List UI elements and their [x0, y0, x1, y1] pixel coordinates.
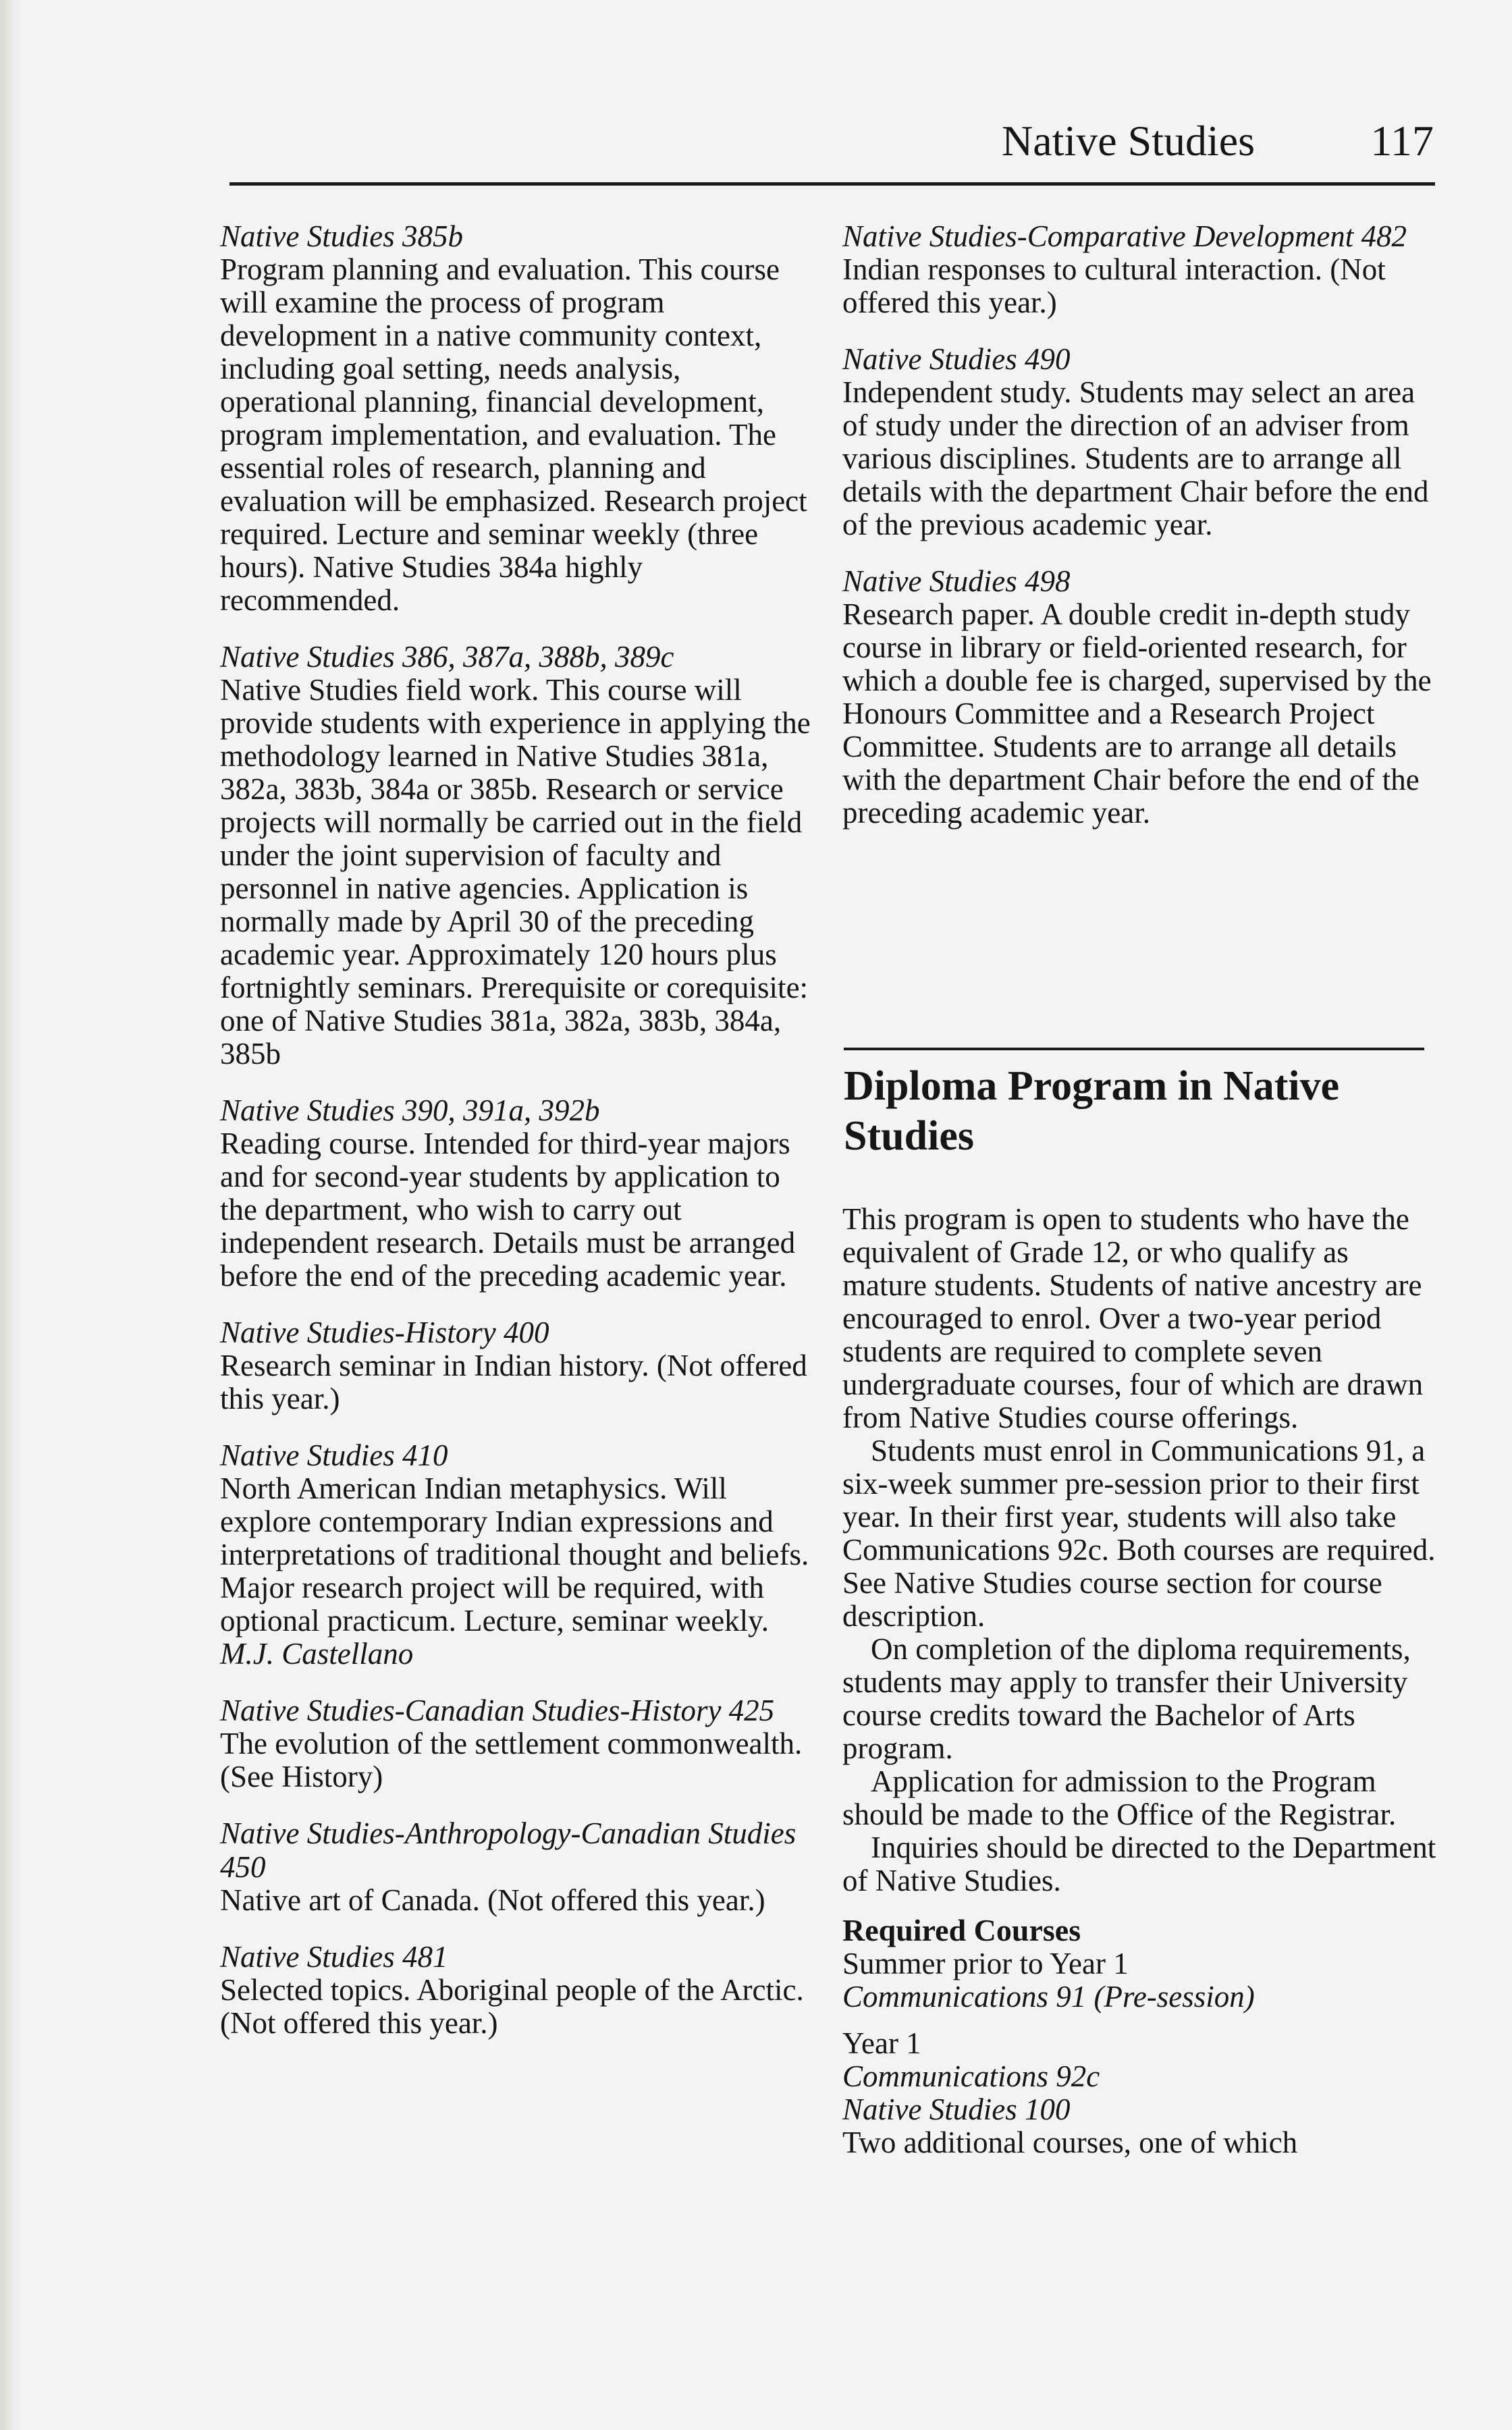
- section-title: Diploma Program in Native Studies: [844, 1063, 1340, 1159]
- course-entry: [220, 1940, 814, 2040]
- summer-course: Communications 91 (Pre-session): [842, 1980, 1255, 2014]
- left-column: [220, 219, 814, 2063]
- running-header-title: Native Studies: [1002, 117, 1256, 165]
- right-column: [842, 219, 1436, 853]
- course-description: Research paper. A double credit in-depth study course in library or field-oriented research, for which a double fee is charged, supervised by the Honours Committee and a Research Project Committee. Students are to arrange all details with the department Chair before the end of the preceding academic year.: [842, 597, 1432, 830]
- year1-course: Native Studies 100: [842, 2092, 1071, 2126]
- course-heading: Native Studies 498: [842, 564, 1071, 598]
- course-description: Selected topics. Aboriginal people of the Arctic. (Not offered this year.): [220, 1973, 804, 2040]
- course-heading: Native Studies 385b: [220, 219, 463, 253]
- course-entry: [842, 219, 1436, 319]
- header-rule: [230, 182, 1435, 186]
- course-entry: [220, 1316, 814, 1415]
- year1-label: Year 1: [842, 2026, 921, 2060]
- required-courses-heading: Required Courses: [842, 1913, 1081, 1947]
- course-description: Program planning and evaluation. This course will examine the process of program development in a native community context, including goal setting, needs analysis, operational planning, financial development, program implementation, and evaluation. The essential roles of research, planning and evaluation will be emphasized. Research project required. Lecture and seminar weekly (three hours). Native Studies 384a highly recommended.: [220, 252, 807, 617]
- course-description: Research seminar in Indian history. (Not offered this year.): [220, 1349, 807, 1415]
- year1-course: Communications 92c: [842, 2059, 1100, 2093]
- summer-label: Summer prior to Year 1: [842, 1947, 1129, 1980]
- course-description: Reading course. Intended for third-year majors and for second-year students by application to the department, who wish to carry out independent research. Details must be arranged before the end of the preceding academic year.: [220, 1127, 796, 1293]
- paragraph: Students must enrol in Communications 91, a six-week summer pre-session prior to their first year. In their first year, students will also take Communications 92c. Both courses are required. See Native Studies course section for course description.: [842, 1434, 1436, 1633]
- course-description: Native Studies field work. This course will provide students with experience in applying the methodology learned in Native Studies 381a, 382a, 383b, 384a or 385b. Research or service projects will normally be carried out in the field under the joint supervision of faculty and personnel in native agencies. Application is normally made by April 30 of the preceding academic year. Approximately 120 hours plus fortnightly seminars. Prerequisite or corequisite: one of Native Studies 381a, 382a, 383b, 384a, 385b: [220, 673, 811, 1071]
- course-heading: Native Studies 490: [842, 342, 1071, 376]
- running-header: [1002, 116, 1434, 177]
- course-description: Independent study. Students may select an area of study under the direction of an adviser from various disciplines. Students are to arrange all details with the department Chair before the end of the previous academic year.: [842, 375, 1429, 541]
- section-rule: [844, 1048, 1424, 1050]
- course-heading: Native Studies-Comparative Development 482: [842, 219, 1407, 253]
- year1-note: Two additional courses, one of which: [842, 2126, 1298, 2159]
- course-heading: Native Studies 481: [220, 1940, 448, 1974]
- page-number: 117: [1370, 117, 1434, 165]
- course-heading: Native Studies-Anthropology-Canadian Studies 450: [220, 1816, 796, 1884]
- paragraph: Inquiries should be directed to the Department of Native Studies.: [842, 1831, 1436, 1897]
- course-description: Indian responses to cultural interaction. (Not offered this year.): [842, 252, 1386, 319]
- course-entry: [220, 1694, 814, 1793]
- course-entry: [842, 564, 1436, 830]
- page-binding-edge: [0, 0, 23, 2430]
- course-heading: Native Studies 410: [220, 1438, 448, 1472]
- paragraph: This program is open to students who have the equivalent of Grade 12, or who qualify as mature students. Students of native ancestry are encouraged to enrol. Over a two-year period students are required to complete seven undergraduate courses, four of which are drawn from Native Studies course offerings.: [842, 1202, 1424, 1434]
- course-instructor: M.J. Castellano: [220, 1637, 414, 1671]
- course-entry: [220, 1438, 814, 1671]
- paragraph: Application for admission to the Program should be made to the Office of the Registrar.: [842, 1764, 1397, 1831]
- course-heading: Native Studies 390, 391a, 392b: [220, 1094, 600, 1127]
- course-entry: [842, 342, 1436, 541]
- course-entry: [220, 1816, 814, 1917]
- course-heading: Native Studies-History 400: [220, 1316, 549, 1349]
- course-description: Native art of Canada. (Not offered this year.): [220, 1883, 765, 1917]
- course-heading: Native Studies 386, 387a, 388b, 389c: [220, 640, 674, 674]
- course-description: North American Indian metaphysics. Will explore contemporary Indian expressions and interpretations of traditional thought and beliefs. Major research project will be required, with optional practicum. Lecture, seminar weekly.: [220, 1472, 809, 1638]
- diploma-section: [842, 1203, 1436, 2159]
- course-description: The evolution of the settlement commonwealth. (See History): [220, 1727, 803, 1793]
- course-heading: Native Studies-Canadian Studies-History 425: [220, 1694, 775, 1727]
- paragraph: On completion of the diploma requirements, students may apply to transfer their University course credits toward the Bachelor of Arts program.: [842, 1632, 1411, 1765]
- course-entry: [220, 1094, 814, 1293]
- course-entry: [220, 640, 814, 1071]
- course-entry: [220, 219, 814, 617]
